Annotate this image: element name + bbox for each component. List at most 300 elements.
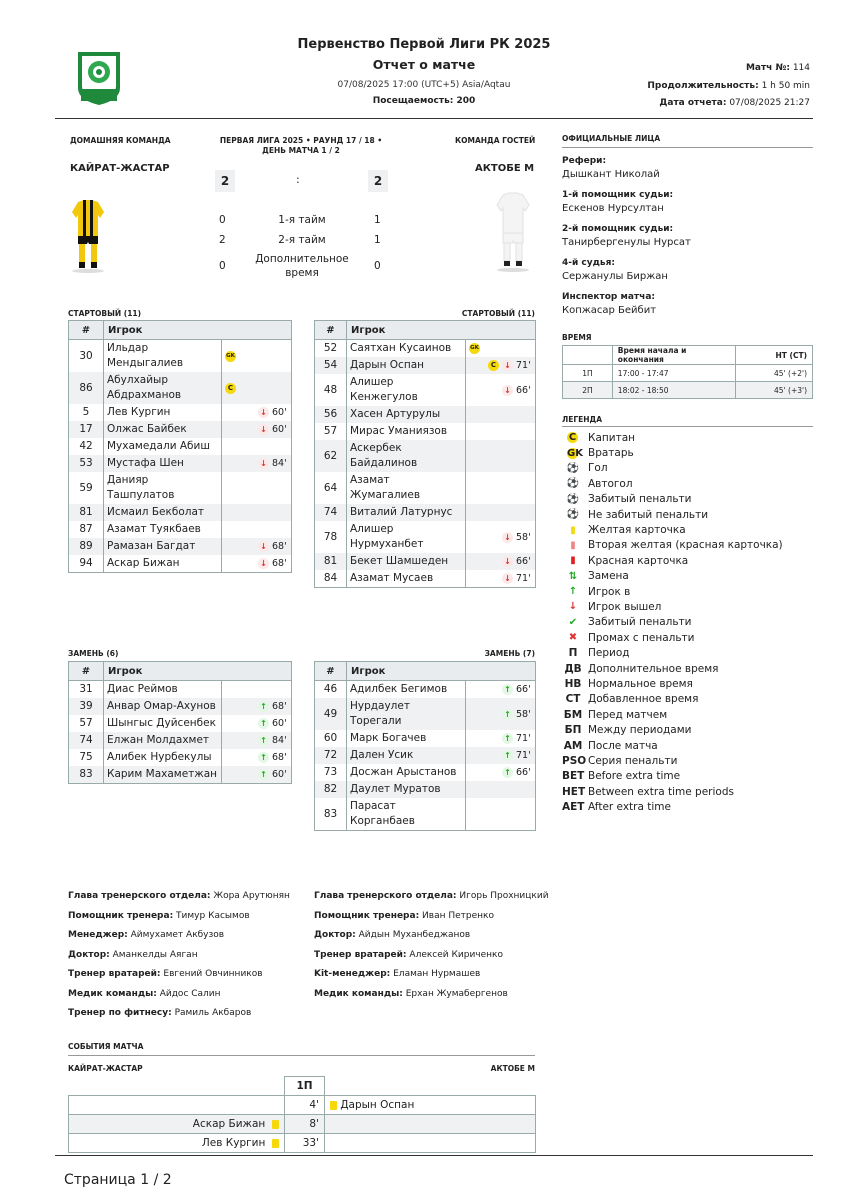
match-number: Матч №: 114 (745, 63, 810, 73)
legend-item (562, 722, 813, 737)
official-entry (562, 258, 813, 282)
official-role: 4-й судья: (562, 258, 615, 268)
home-kit-icon (70, 198, 106, 277)
player-badges (466, 406, 536, 423)
sub-minute: 60' (272, 769, 287, 780)
legend-text: Забитый пенальти (588, 493, 692, 506)
match-duration: Продолжительность: 1 h 50 min (647, 81, 810, 91)
player-name: Азамат Мусаев (347, 570, 466, 588)
away-kit-icon (495, 191, 531, 276)
player-number: 56 (315, 406, 347, 423)
legend-item (562, 507, 813, 522)
legend-text: Серия пенальти (588, 754, 678, 767)
penalty-shootout-abbr: PSO (562, 754, 587, 767)
player-name: Саятхан Кусаинов (347, 340, 466, 358)
penalty-missed-icon: ⚽ (566, 509, 580, 521)
col-num-header: # (315, 321, 347, 340)
player-name: Парасат Корганбаев (347, 798, 466, 831)
footer-divider (55, 1155, 813, 1156)
player-name: Азамат Туякбаев (104, 521, 222, 538)
player-number: 57 (315, 423, 347, 440)
period-away-3: 0 (374, 260, 381, 272)
player-row (315, 681, 536, 699)
events-home-team: КАЙРАТ-ЖАСТАР (68, 1064, 143, 1073)
player-number: 39 (69, 698, 104, 715)
player-number: 83 (315, 798, 347, 831)
between-periods-abbr: БП (564, 724, 582, 737)
staff-entry (68, 887, 308, 907)
events-away-col (325, 1077, 536, 1096)
player-number: 5 (69, 404, 104, 421)
player-badges (466, 570, 536, 588)
legend-text: Between extra time periods (588, 785, 734, 798)
player-badges (222, 421, 292, 438)
sub-minute: 66' (516, 767, 531, 778)
player-out-icon: ↓ (258, 424, 269, 435)
own-goal-icon: ⚽ (566, 478, 580, 490)
player-row (69, 521, 292, 538)
added-time-abbr: СТ (565, 693, 581, 706)
substitution-icon: ⇅ (568, 570, 578, 582)
away-starting-label: СТАРТОВЫЙ (11) (461, 309, 535, 318)
official-entry (562, 292, 813, 316)
player-badges (222, 404, 292, 421)
official-name: Сержанулы Биржан (562, 271, 668, 282)
event-home: Лев Кургин (69, 1134, 285, 1153)
legend-item (562, 445, 813, 460)
player-number: 64 (315, 472, 347, 504)
staff-role: Тренер по фитнесу: (68, 1008, 172, 1018)
away-team-label: КОМАНДА ГОСТЕЙ (455, 136, 536, 145)
legend-text: Дополнительное время (588, 662, 719, 675)
staff-role: Тренер вратарей: (314, 949, 407, 960)
header-divider (55, 118, 813, 119)
period-label-3: Дополнительное время (255, 253, 349, 279)
goalkeeper-icon: GK (225, 351, 236, 362)
player-number: 72 (315, 747, 347, 764)
time-table (562, 345, 813, 399)
player-number: 73 (315, 764, 347, 781)
player-name: Бекет Шамшеден (347, 553, 466, 570)
officials-divider (562, 147, 813, 148)
away-starting-table (314, 320, 536, 588)
period-abbr: П (568, 647, 578, 660)
official-name: Дышкант Николай (562, 169, 660, 180)
player-in-icon: ↑ (258, 701, 269, 712)
officials-title: ОФИЦИАЛЬНЫЕ ЛИЦА (562, 134, 661, 143)
staff-name: Тимур Касымов (176, 910, 250, 921)
legend-text: После матча (588, 739, 658, 752)
time-range: 18:02 - 18:50 (612, 382, 736, 399)
legend-item (562, 461, 813, 476)
player-out-icon: ↓ (258, 541, 269, 552)
legend-list (562, 430, 813, 815)
player-badges (466, 472, 536, 504)
player-name: Ильдар Мендыгалиев (104, 340, 222, 373)
staff-entry (68, 907, 308, 927)
player-in-icon: ↑ (258, 718, 269, 729)
legend-item (562, 630, 813, 645)
event-away (325, 1115, 536, 1134)
player-badges (466, 504, 536, 521)
player-row (315, 747, 536, 764)
legend-item (562, 692, 813, 707)
staff-name: Рамиль Акбаров (174, 1008, 252, 1018)
legend-text: Между периодами (588, 724, 692, 737)
legend-item (562, 430, 813, 445)
player-row (315, 764, 536, 781)
staff-entry (314, 907, 554, 927)
red-card-icon: ▮ (570, 555, 576, 567)
captain-icon: C (225, 383, 236, 394)
penalty-scored-icon: ⚽ (566, 493, 580, 505)
legend-item (562, 784, 813, 799)
legend-item (562, 769, 813, 784)
player-number: 57 (69, 715, 104, 732)
player-number: 78 (315, 521, 347, 553)
staff-name: Алексей Кириченко (409, 949, 503, 960)
player-name: Абулхайыр Абдрахманов (104, 372, 222, 404)
legend-text: Добавленное время (588, 693, 699, 706)
sub-minute: 66' (516, 684, 531, 695)
player-badges (466, 798, 536, 831)
player-name: Исмаил Бекболат (104, 504, 222, 521)
legend-item (562, 522, 813, 537)
player-number: 89 (69, 538, 104, 555)
player-name: Лев Кургин (104, 404, 222, 421)
player-badges (466, 521, 536, 553)
staff-entry (314, 926, 554, 946)
player-number: 74 (69, 732, 104, 749)
player-name: Адилбек Бегимов (347, 681, 466, 699)
player-row (69, 538, 292, 555)
player-row (315, 340, 536, 358)
player-badges (222, 472, 292, 504)
events-home-col (69, 1077, 285, 1096)
report-subtitle: Отчет о матче (372, 57, 476, 72)
time-col-period (563, 346, 613, 365)
player-out-icon: ↓ (502, 556, 513, 567)
staff-name: Ерхан Жумабергенов (405, 988, 508, 999)
player-number: 46 (315, 681, 347, 699)
time-range: 17:00 - 17:47 (612, 365, 736, 382)
event-minute: 8' (285, 1115, 325, 1134)
player-badges (466, 730, 536, 747)
legend-text: Автогол (588, 477, 633, 490)
legend-text: Желтая карточка (588, 524, 686, 537)
legend-text: Промах с пенальти (588, 631, 695, 644)
player-name: Дален Усик (347, 747, 466, 764)
official-name: Танирбергенулы Нурсат (562, 237, 691, 248)
page-number: Страница 1 / 2 (64, 1172, 172, 1188)
legend-item (562, 753, 813, 768)
sub-minute: 84' (272, 458, 287, 469)
after-match-abbr: АМ (563, 739, 583, 752)
player-number: 62 (315, 440, 347, 472)
staff-entry (68, 965, 308, 985)
player-row (69, 438, 292, 455)
event-minute: 4' (285, 1096, 325, 1115)
player-name: Аскар Бижан (104, 555, 222, 573)
player-out-icon: ↓ (258, 407, 269, 418)
player-badges (222, 455, 292, 472)
player-name: Алишер Кенжегулов (347, 374, 466, 406)
staff-role: Kit-менеджер: (314, 969, 391, 979)
staff-role: Тренер вратарей: (68, 969, 161, 979)
player-name: Даулет Муратов (347, 781, 466, 798)
sub-minute: 84' (272, 735, 287, 746)
goalkeeper-icon: GK (567, 447, 583, 459)
legend-item (562, 738, 813, 753)
event-away (325, 1134, 536, 1153)
away-staff-list (314, 887, 554, 1004)
period-home-2: 2 (219, 234, 226, 246)
home-starting-table (68, 320, 292, 573)
home-subs-table (68, 661, 292, 784)
player-in-icon: ↑ (258, 735, 269, 746)
home-score: 2 (215, 170, 235, 192)
official-entry (562, 190, 813, 214)
player-name: Алишер Нурмуханбет (347, 521, 466, 553)
player-number: 53 (69, 455, 104, 472)
period-label-2: 2-я тайм (278, 234, 326, 246)
player-name: Дарын Оспан (347, 357, 466, 374)
attendance: Посещаемость: 200 (372, 96, 476, 106)
sub-minute: 68' (272, 558, 287, 569)
player-in-icon: ↑ (568, 586, 578, 598)
events-away-team: АКТОБЕ М (490, 1064, 535, 1073)
player-number: 86 (69, 372, 104, 404)
player-out-icon: ↓ (502, 360, 513, 371)
player-row (69, 715, 292, 732)
legend-text: After extra time (588, 801, 671, 814)
player-row (315, 798, 536, 831)
normal-time-abbr: НВ (564, 677, 582, 690)
legend-item (562, 615, 813, 630)
player-badges (466, 374, 536, 406)
col-num-header: # (69, 662, 104, 681)
sub-minute: 66' (516, 556, 531, 567)
player-number: 49 (315, 698, 347, 730)
player-number: 30 (69, 340, 104, 373)
staff-role: Глава тренерского отдела: (68, 891, 211, 901)
cross-icon: ✖ (568, 632, 578, 644)
events-table (68, 1076, 536, 1153)
player-row (69, 404, 292, 421)
away-score: 2 (368, 170, 388, 192)
player-row (315, 781, 536, 798)
officials-list (562, 156, 813, 326)
player-row (69, 749, 292, 766)
player-badges (222, 681, 292, 699)
yellow-card-icon (330, 1101, 337, 1110)
staff-name: Игорь Прохницкий (459, 891, 549, 901)
away-team-name: АКТОБЕ М (475, 163, 535, 174)
events-period-header: 1П (285, 1077, 325, 1096)
player-badges (466, 340, 536, 358)
staff-name: Иван Петренко (422, 910, 494, 921)
player-number: 52 (315, 340, 347, 358)
player-row (69, 504, 292, 521)
player-badges (222, 340, 292, 373)
score-separator: : (296, 173, 300, 186)
legend-item (562, 538, 813, 553)
legend-text: Вратарь (588, 447, 634, 460)
player-row (315, 521, 536, 553)
player-name: Елжан Молдахмет (104, 732, 222, 749)
official-role: Инспектор матча: (562, 292, 655, 302)
player-row (69, 555, 292, 573)
player-name: Мустафа Шен (104, 455, 222, 472)
legend-item (562, 599, 813, 614)
player-row (315, 423, 536, 440)
player-row (69, 732, 292, 749)
legend-text: Не забитый пенальти (588, 508, 709, 521)
player-name: Аскербек Байдалинов (347, 440, 466, 472)
staff-entry (68, 926, 308, 946)
round-info: ПЕРВАЯ ЛИГА 2025 • РАУНД 17 / 18 • ДЕНЬ МАТЧА 1 / 2 (219, 136, 383, 155)
player-number: 81 (315, 553, 347, 570)
player-in-icon: ↑ (258, 769, 269, 780)
staff-role: Доктор: (314, 930, 356, 940)
player-in-icon: ↑ (502, 750, 513, 761)
player-row (315, 730, 536, 747)
player-badges (466, 553, 536, 570)
sub-minute: 66' (516, 384, 531, 396)
legend-text: Гол (588, 462, 608, 475)
player-name: Мирас Уманиязов (347, 423, 466, 440)
legend-item (562, 645, 813, 660)
player-badges (222, 555, 292, 573)
time-period: 2П (563, 382, 613, 399)
period-label-1: 1-я тайм (278, 214, 326, 226)
event-minute: 33' (285, 1134, 325, 1153)
player-name: Данияр Ташпулатов (104, 472, 222, 504)
player-row (69, 472, 292, 504)
player-number: 75 (69, 749, 104, 766)
player-number: 94 (69, 555, 104, 573)
staff-role: Медик команды: (314, 988, 403, 999)
player-badges (222, 538, 292, 555)
legend-item (562, 707, 813, 722)
legend-text: Нормальное время (588, 677, 693, 690)
col-player-header: Игрок (347, 321, 536, 340)
sub-minute: 60' (272, 407, 287, 418)
event-away: Дарын Оспан (325, 1096, 536, 1115)
events-title: СОБЫТИЯ МАТЧА (68, 1042, 144, 1051)
player-name: Диас Реймов (104, 681, 222, 699)
time-period: 1П (563, 365, 613, 382)
player-row (315, 357, 536, 374)
report-date: Дата отчета: 07/08/2025 21:27 (659, 98, 810, 108)
col-num-header: # (315, 662, 347, 681)
player-row (69, 766, 292, 784)
home-subs-label: ЗАМЕНЬ (6) (68, 649, 119, 658)
player-number: 83 (69, 766, 104, 784)
sub-minute: 71' (516, 750, 531, 761)
player-number: 59 (69, 472, 104, 504)
official-entry (562, 156, 813, 180)
player-badges (466, 781, 536, 798)
legend-text: Забитый пенальти (588, 616, 692, 629)
sub-minute: 71' (516, 360, 531, 371)
player-number: 82 (315, 781, 347, 798)
away-subs-table (314, 661, 536, 831)
player-in-icon: ↑ (502, 709, 513, 720)
player-row (69, 340, 292, 373)
legend-item (562, 569, 813, 584)
player-number: 87 (69, 521, 104, 538)
player-row (315, 406, 536, 423)
staff-name: Евгений Овчинников (163, 969, 263, 979)
event-home (69, 1096, 285, 1115)
player-name: Нурдаулет Торегали (347, 698, 466, 730)
official-entry (562, 224, 813, 248)
player-out-icon: ↓ (258, 458, 269, 469)
player-number: 60 (315, 730, 347, 747)
period-home-3: 0 (219, 260, 226, 272)
player-badges (466, 357, 536, 374)
player-badges (222, 732, 292, 749)
staff-name: Айдын Муханбеджанов (358, 930, 471, 940)
player-row (315, 698, 536, 730)
player-number: 81 (69, 504, 104, 521)
events-divider (68, 1055, 535, 1056)
home-team-name: КАЙРАТ-ЖАСТАР (70, 163, 170, 174)
staff-entry (314, 887, 554, 907)
player-number: 31 (69, 681, 104, 699)
player-name: Мухамедали Абиш (104, 438, 222, 455)
sub-minute: 60' (272, 718, 287, 729)
player-name: Карим Махаметжан (104, 766, 222, 784)
captain-icon: C (568, 432, 577, 444)
player-row (315, 472, 536, 504)
yellow-card-icon (272, 1120, 279, 1129)
player-badges (222, 715, 292, 732)
official-role: Рефери: (562, 156, 607, 166)
player-number: 74 (315, 504, 347, 521)
sub-minute: 68' (272, 701, 287, 712)
player-name: Марк Богачев (347, 730, 466, 747)
home-team-label: ДОМАШНЯЯ КОМАНДА (70, 136, 171, 145)
yellow-card-icon (272, 1139, 279, 1148)
player-out-icon: ↓ (258, 558, 269, 569)
player-badges (466, 747, 536, 764)
player-row (69, 421, 292, 438)
staff-role: Менеджер: (68, 930, 128, 940)
player-badges (222, 766, 292, 784)
col-num-header: # (69, 321, 104, 340)
legend-text: Капитан (588, 431, 635, 444)
extra-time-abbr: ДВ (564, 662, 582, 675)
col-player-header: Игрок (347, 662, 536, 681)
staff-role: Глава тренерского отдела: (314, 891, 457, 901)
period-away-2: 1 (374, 234, 381, 246)
legend-text: Перед матчем (588, 708, 668, 721)
staff-role: Помощник тренера: (68, 910, 174, 921)
player-badges (222, 749, 292, 766)
legend-text: Вторая желтая (красная карточка) (588, 539, 783, 552)
player-name: Рамазан Багдат (104, 538, 222, 555)
period-home-1: 0 (219, 214, 226, 226)
player-badges (222, 504, 292, 521)
player-number: 84 (315, 570, 347, 588)
col-player-header: Игрок (104, 662, 292, 681)
player-badges (222, 372, 292, 404)
player-in-icon: ↑ (502, 684, 513, 695)
player-badges (222, 438, 292, 455)
captain-icon: C (488, 360, 499, 371)
